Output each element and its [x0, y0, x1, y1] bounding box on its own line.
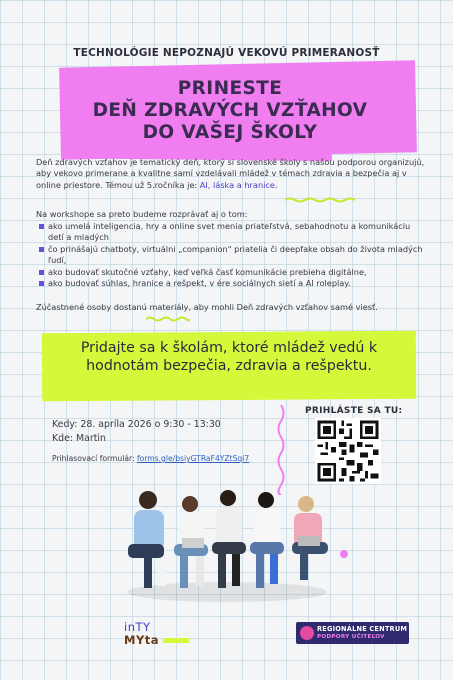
qr-label: PRIHLÁSTE SA TU:	[305, 406, 403, 416]
intro-end: .	[274, 179, 278, 190]
regional-center-line-2: PODPORY UČITEĽOV	[317, 634, 385, 640]
intyma-bar	[163, 638, 189, 643]
title-line-3: DO VAŠEJ ŠKOLY	[142, 122, 318, 143]
intyma-logo-line-2: MYta	[124, 633, 160, 647]
squiggle-decoration-2	[146, 316, 190, 322]
students-photo	[118, 482, 336, 608]
workshop-title: Na workshope sa preto budeme rozprávať aj o tom:	[36, 209, 248, 219]
title-line-1: PRINESTE	[177, 78, 283, 99]
squiggle-decoration	[285, 197, 355, 203]
workshop-list	[36, 221, 426, 289]
qr-code[interactable]	[315, 418, 381, 484]
intro-text: Deň zdravých vzťahov je tematický deň, ktorý si slovenské školy s našou podporou organizujú, aby vekovo primerane a kvalitne samí vzdelávali mládež v témach zdravia a bezpečia aj v online priestore. Témou už 5.ročníka je:	[36, 157, 425, 190]
form-link[interactable]: forms.gle/bsiyGTRaF4YZtSqi7	[136, 454, 250, 463]
intro-paragraph	[36, 157, 426, 191]
title-line-2: DEŇ ZDRAVÝCH VZŤAHOV	[92, 100, 368, 121]
list-item: ako budovať súhlas, hranice a rešpekt, v ére sociálnych sietí a AI roleplay.	[36, 278, 426, 289]
event-where: Kde: Martin	[52, 433, 106, 444]
form-line	[52, 454, 249, 463]
intyma-logo	[124, 621, 189, 647]
form-label: Prihlasovací formulár:	[52, 454, 137, 463]
pink-dot-decoration	[340, 550, 348, 558]
list-item: ako umelá inteligencia, hry a online svet menia priateľstvá, sebahodnotu a komunikáciu detí a mladých	[36, 221, 426, 244]
cta-text: Pridajte sa k školám, ktoré mládež vedú k hodnotám bezpečia, zdravia a rešpektu.	[80, 340, 378, 374]
regional-center-line-1: REGIONÁLNE CENTRUM	[317, 625, 408, 633]
list-item: čo prinášajú chatboty, virtuálni „companion" priatelia či deepfake obsah do života mladých ľudí,	[36, 244, 426, 267]
materials-note: Zúčastnené osoby dostanú materiály, aby mohli Deň zdravých vzťahov samé viesť.	[36, 302, 378, 312]
regional-center-icon	[300, 626, 314, 640]
event-details	[52, 418, 221, 446]
event-when: Kedy: 28. apríla 2026 o 9:30 - 13:30	[52, 419, 221, 430]
intyma-logo-line-1: inTY	[124, 620, 151, 634]
tagline: TECHNOLÓGIE NEPOZNAJÚ VEKOVÚ PRIMERANOSŤ	[73, 47, 380, 59]
intro-highlight: AI, láska a hranice	[199, 179, 275, 190]
list-item: ako budovať skutočné vzťahy, keď veľká časť komunikácie prebieha digitálne,	[36, 267, 426, 278]
page-title	[60, 78, 400, 144]
